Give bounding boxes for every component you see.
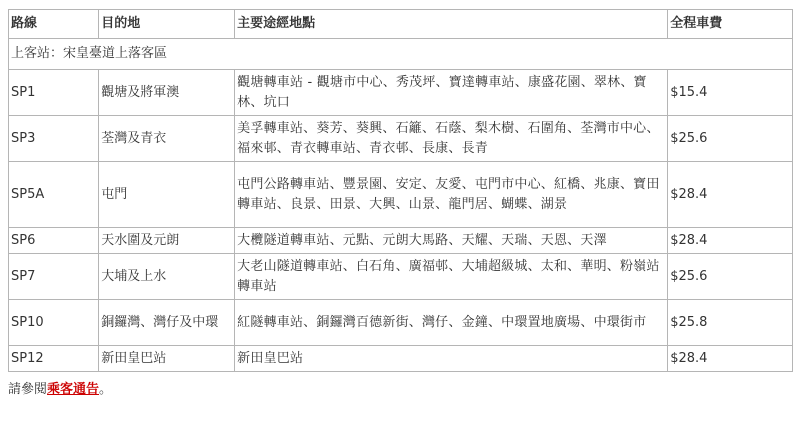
stops-cell: 屯門公路轉車站、豐景園、安定、友愛、屯門市中心、紅橋、兆康、寶田轉車站、良景、田景、大興、山景、龍門居、蝴蝶、湖景 — [235, 162, 668, 228]
route-cell: SP5A — [9, 162, 99, 228]
passenger-notice-link[interactable]: 乘客通告 — [47, 382, 100, 397]
fare-cell: $28.4 — [668, 346, 793, 372]
stops-cell: 紅隧轉車站、銅鑼灣百德新街、灣仔、金鐘、中環置地廣場、中環街市 — [235, 300, 668, 346]
fare-cell: $28.4 — [668, 228, 793, 254]
stops-cell: 新田皇巴站 — [235, 346, 668, 372]
table-row — [9, 116, 793, 162]
route-cell: SP6 — [9, 228, 99, 254]
route-cell: SP10 — [9, 300, 99, 346]
route-cell: SP3 — [9, 116, 99, 162]
fare-cell: $15.4 — [668, 70, 793, 116]
route-cell: SP1 — [9, 70, 99, 116]
stops-cell: 觀塘轉車站 - 觀塘市中心、秀茂坪、寶達轉車站、康盛花園、翠林、寶林、坑口 — [235, 70, 668, 116]
fare-cell: $25.6 — [668, 116, 793, 162]
header-stops: 主要途經地點 — [235, 10, 668, 39]
fare-cell: $25.8 — [668, 300, 793, 346]
table-header-row — [9, 10, 793, 39]
destination-cell: 天水圍及元朗 — [99, 228, 235, 254]
fare-cell: $25.6 — [668, 254, 793, 300]
note-suffix: 。 — [99, 382, 113, 397]
passenger-notice-note — [8, 378, 793, 397]
header-destination: 目的地 — [99, 10, 235, 39]
fare-table-container — [8, 9, 793, 397]
route-cell: SP7 — [9, 254, 99, 300]
table-row — [9, 162, 793, 228]
section-label: 上客站：宋皇臺道上落客區 — [9, 39, 793, 70]
route-cell: SP12 — [9, 346, 99, 372]
destination-cell: 屯門 — [99, 162, 235, 228]
section-row — [9, 39, 793, 70]
route-fare-table — [8, 9, 793, 372]
stops-cell: 美孚轉車站、葵芳、葵興、石籬、石蔭、梨木樹、石圍角、荃灣市中心、福來邨、青衣轉車站、青衣邨、長康、長青 — [235, 116, 668, 162]
destination-cell: 大埔及上水 — [99, 254, 235, 300]
table-row — [9, 346, 793, 372]
table-row — [9, 254, 793, 300]
table-row — [9, 70, 793, 116]
note-prefix: 請參閱 — [8, 382, 48, 397]
header-fare: 全程車費 — [668, 10, 793, 39]
stops-cell: 大欖隧道轉車站、元點、元朗大馬路、天耀、天瑞、天恩、天澤 — [235, 228, 668, 254]
header-route: 路線 — [9, 10, 99, 39]
destination-cell: 銅鑼灣、灣仔及中環 — [99, 300, 235, 346]
stops-cell: 大老山隧道轉車站、白石角、廣福邨、大埔超級城、太和、華明、粉嶺站轉車站 — [235, 254, 668, 300]
table-row — [9, 228, 793, 254]
destination-cell: 荃灣及青衣 — [99, 116, 235, 162]
table-row — [9, 300, 793, 346]
fare-cell: $28.4 — [668, 162, 793, 228]
destination-cell: 觀塘及將軍澳 — [99, 70, 235, 116]
destination-cell: 新田皇巴站 — [99, 346, 235, 372]
